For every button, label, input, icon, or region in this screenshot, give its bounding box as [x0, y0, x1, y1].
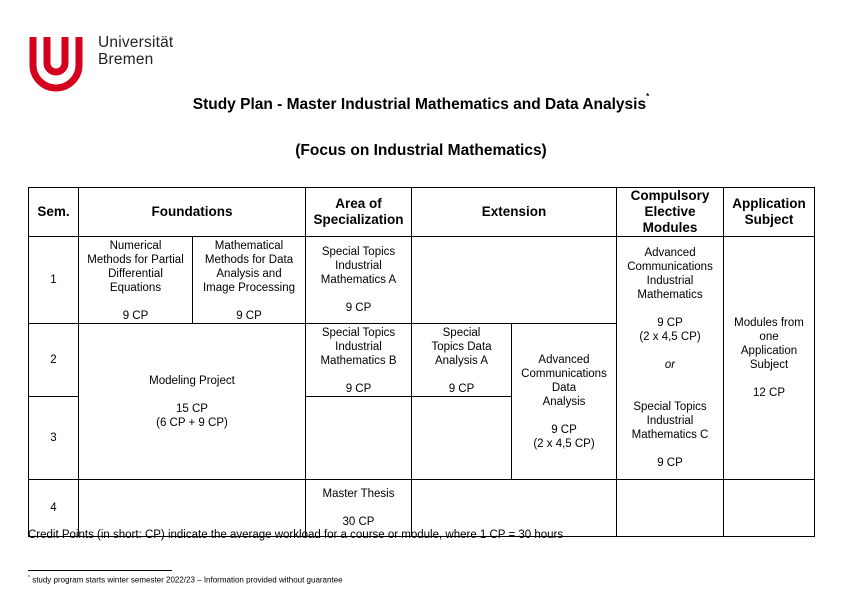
module-title: Special Topics Data Analysis A	[431, 327, 492, 367]
cell-empty-area-3	[306, 397, 412, 480]
header-sem: Sem.	[29, 188, 79, 237]
module-credit-points: 9 CP	[236, 310, 262, 322]
or-label: or	[664, 359, 676, 371]
module-title: Advanced Communications Data Analysis	[521, 353, 607, 408]
module-credit-points: 12 CP	[753, 387, 785, 399]
module-title: Master Thesis	[322, 488, 395, 500]
cell-empty-extension-3	[412, 397, 512, 480]
semester-number: 2	[29, 324, 79, 397]
header-application-subject: Application Subject	[724, 188, 815, 237]
title-footnote-marker: *	[646, 92, 650, 101]
module-title: Special Topics Industrial Mathematics A	[320, 246, 397, 286]
semester-number: 4	[29, 480, 79, 537]
header-compulsory-elective: Compulsory Elective Modules	[617, 188, 724, 237]
credit-points-note: Credit Points (in short: CP) indicate the average workload for a course or module, where 1 CP = 30 hours	[28, 529, 564, 541]
page-subtitle: (Focus on Industrial Mathematics)	[295, 142, 547, 159]
module-title: Special Topics Industrial Mathematics C	[631, 401, 709, 441]
cell-advanced-communications-data-analysis	[512, 324, 617, 480]
footnote	[28, 575, 343, 585]
header-area-of-specialization: Area of Specialization	[306, 188, 412, 237]
logo-line-2: Bremen	[98, 51, 154, 68]
cell-empty-compulsory-4	[617, 480, 724, 537]
semester-number: 3	[29, 397, 79, 480]
logo-text	[98, 34, 173, 68]
footnote-divider	[28, 570, 172, 571]
module-credit-points: 9 CP	[345, 302, 372, 314]
cell-compulsory-elective-modules	[617, 237, 724, 480]
module-title: Modules from one Application Subject	[734, 317, 804, 371]
module-credit-points: 15 CP (6 CP + 9 CP)	[156, 402, 228, 429]
module-title: Modeling Project	[149, 374, 235, 387]
cell-special-topics-data-analysis-a	[412, 324, 512, 397]
module-credit-points: 9 CP	[448, 383, 475, 395]
page-title	[0, 92, 842, 114]
module-credit-points: 9 CP	[122, 310, 149, 322]
cell-empty-application-4	[724, 480, 815, 537]
cell-modeling-project	[79, 324, 306, 480]
module-credit-points: 9 CP	[345, 383, 372, 395]
module-credit-points: 9 CP (2 x 4,5 CP)	[533, 423, 595, 450]
module-credit-points: 30 CP	[342, 516, 375, 528]
study-plan-table	[28, 187, 815, 537]
cell-empty-foundations-4	[79, 480, 306, 537]
module-title: Numerical Methods for Partial Differential Equations	[87, 240, 184, 294]
semester-number: 1	[29, 237, 79, 324]
cell-application-subject	[724, 237, 815, 480]
footnote-marker: *	[28, 575, 30, 581]
cell-empty-extension-4	[412, 480, 617, 537]
logo-mark-icon	[33, 37, 79, 88]
logo-line-1: Universität	[98, 34, 174, 51]
module-title: Advanced Communications Industrial Mathematics	[627, 247, 713, 301]
module-credit-points: 9 CP (2 x 4,5 CP)	[639, 317, 701, 343]
cell-numerical-methods	[79, 237, 193, 324]
module-title: Mathematical Methods for Data Analysis and Image Processing	[202, 240, 296, 294]
cell-mathematical-methods	[193, 237, 306, 324]
semester-row-4	[29, 480, 815, 537]
header-foundations: Foundations	[79, 188, 306, 237]
cell-master-thesis	[306, 480, 412, 537]
cell-empty-extension-1	[412, 237, 617, 324]
cell-special-topics-a	[306, 237, 412, 324]
page-title-text: Study Plan - Master Industrial Mathematics and Data Analysis	[192, 96, 647, 114]
module-title: Special Topics Industrial Mathematics B	[320, 327, 397, 367]
module-credit-points: 9 CP	[657, 457, 683, 469]
footnote-text: study program starts winter semester 2022/23 – Information provided without guarantee	[32, 575, 343, 585]
cell-special-topics-b	[306, 324, 412, 397]
header-extension: Extension	[412, 188, 617, 237]
header-row	[29, 188, 815, 237]
semester-row-1	[29, 237, 815, 324]
